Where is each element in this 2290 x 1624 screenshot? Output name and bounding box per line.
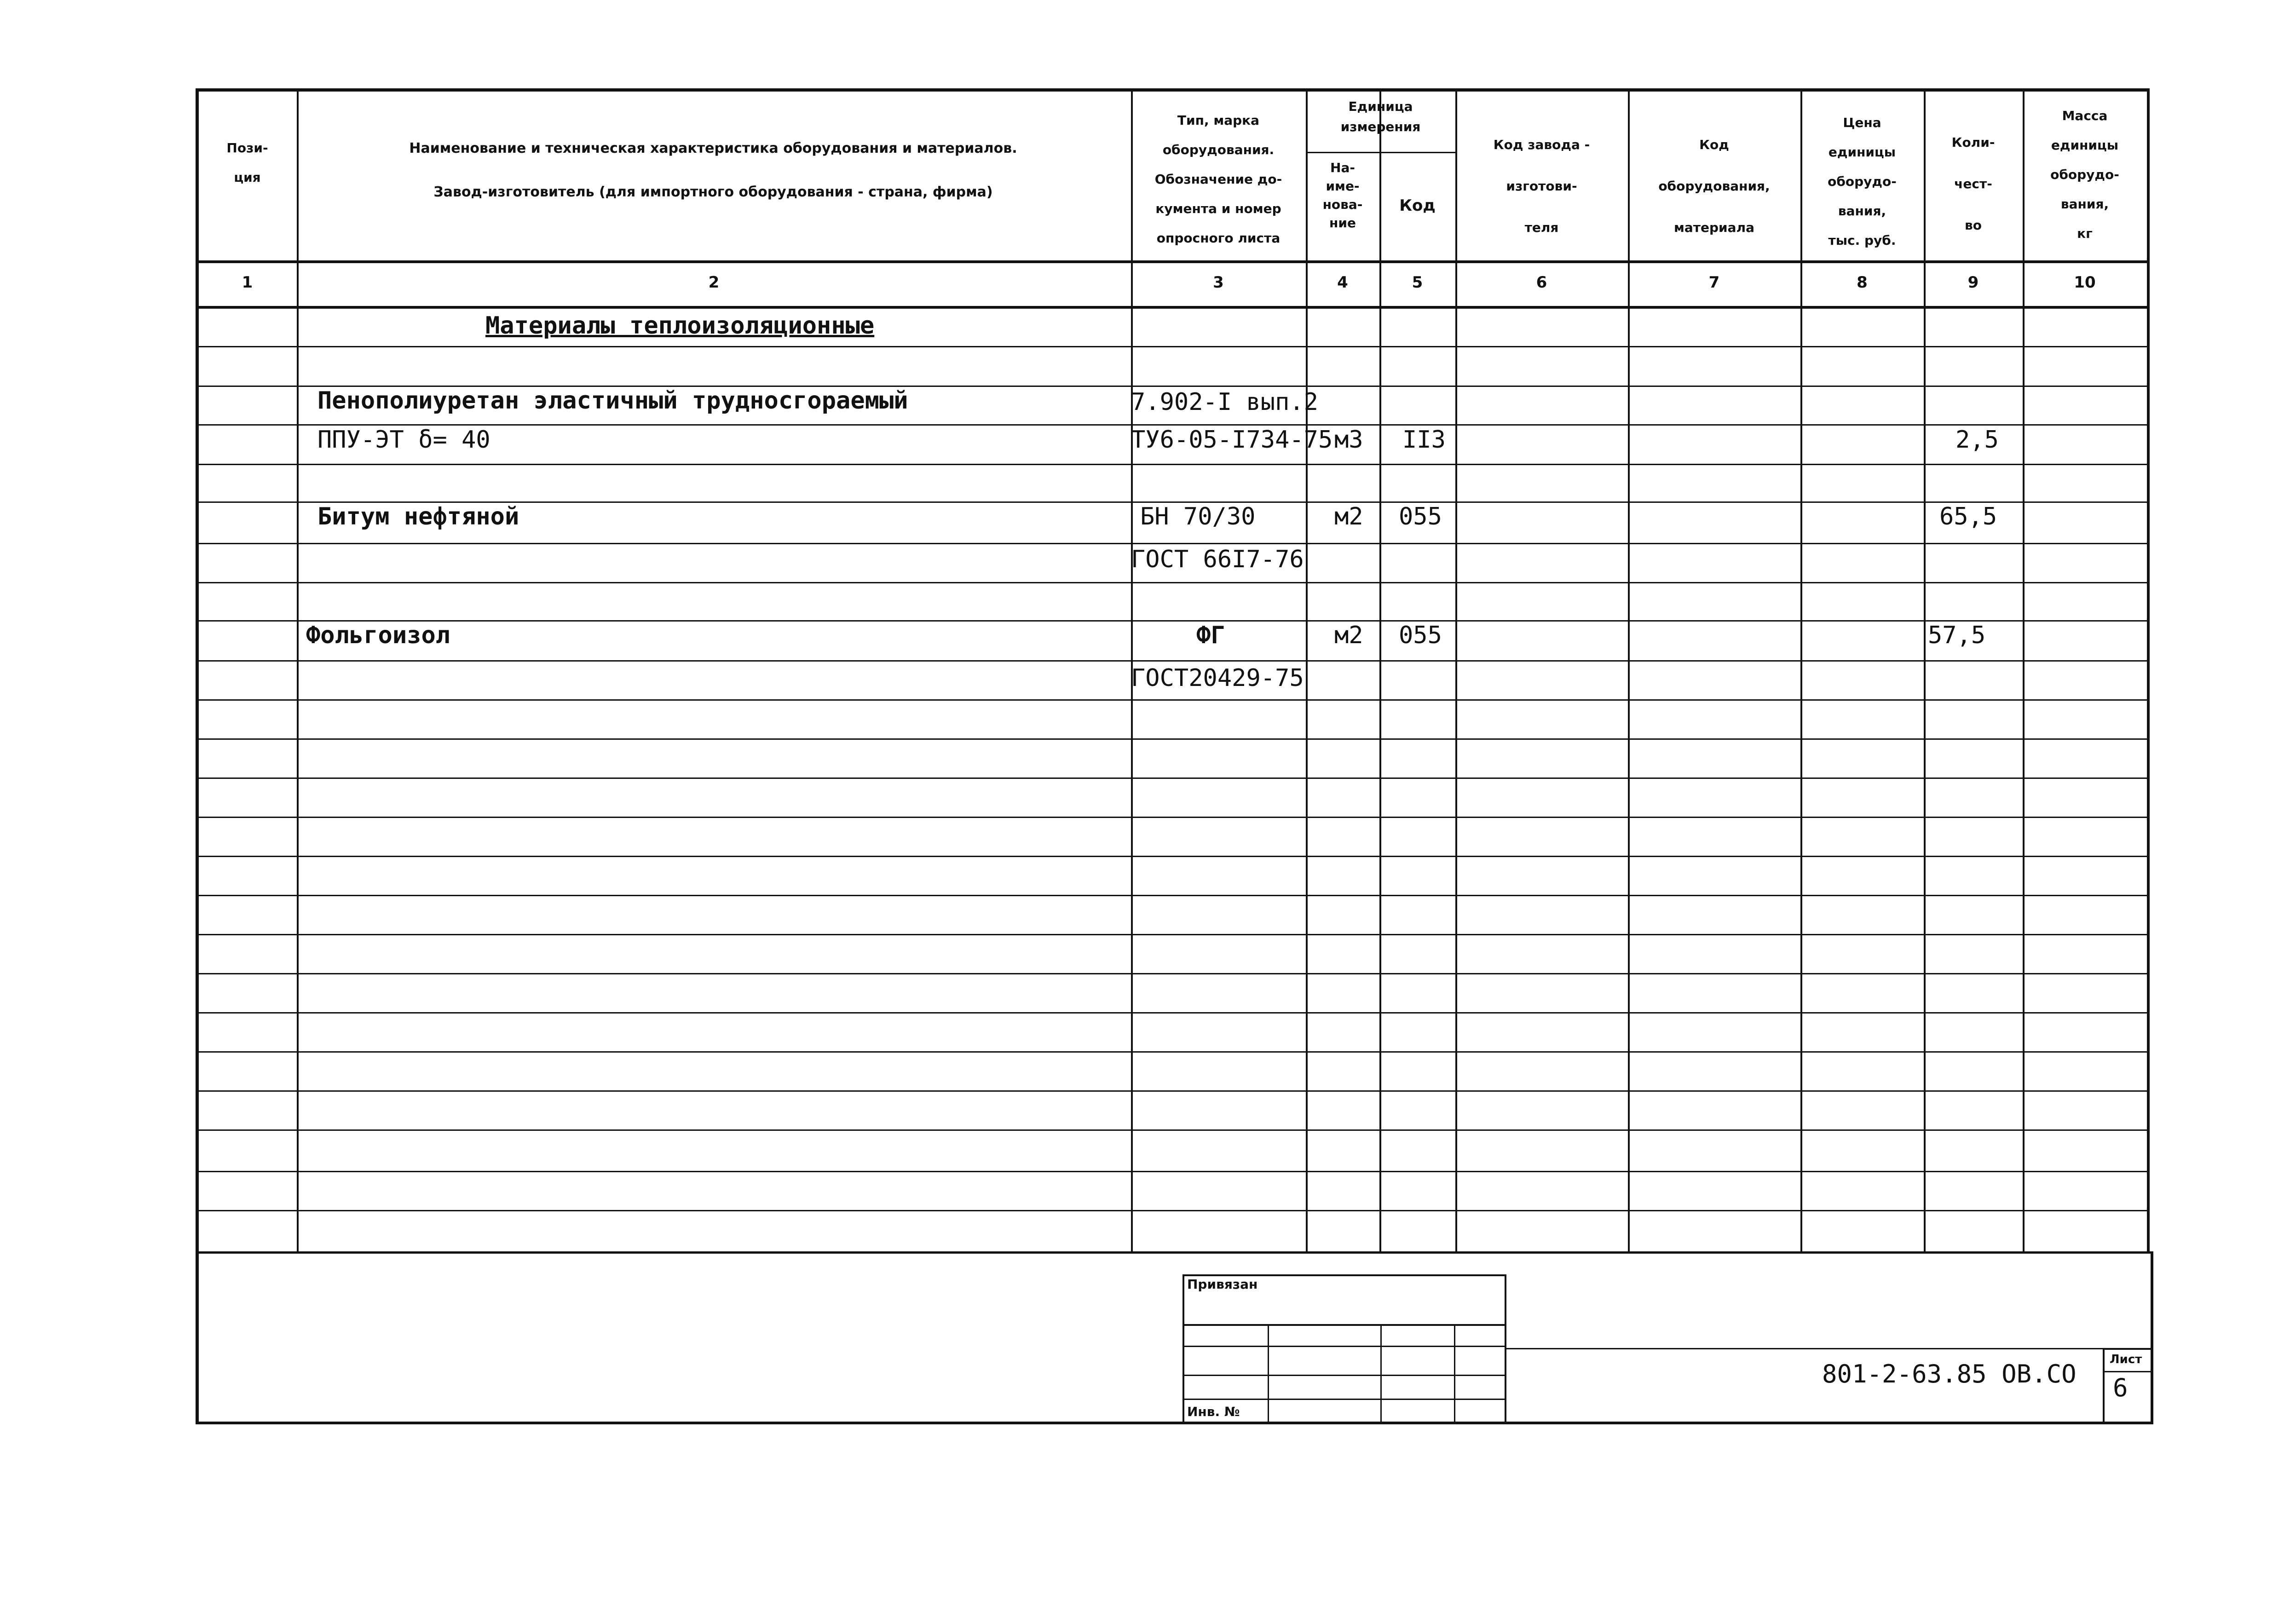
header-unit-group: [1306, 97, 1455, 137]
header-quantity-line3: во: [1965, 218, 1982, 233]
grid-line-horizontal: [198, 1012, 2147, 1014]
header-unit-name: [1306, 159, 1379, 232]
header-unit-code-text: Код: [1399, 196, 1436, 215]
row-unit: м2: [1334, 503, 1363, 530]
row-name: Фольгоизол: [306, 622, 450, 649]
column-number-5: 5: [1412, 273, 1423, 292]
header-price-line1: Цена: [1843, 115, 1881, 130]
header-unit-line2: измерения: [1340, 119, 1421, 134]
grid-line-vertical: [1182, 1274, 1184, 1422]
grid-line-horizontal: [198, 582, 2147, 583]
grid-line-horizontal: [198, 660, 2147, 662]
header-mass: [2023, 101, 2147, 248]
grid-line-vertical: [1306, 88, 1308, 1251]
column-number-6: 6: [1536, 273, 1547, 292]
grid-line-vertical: [1379, 88, 1381, 1251]
grid-line-vertical: [1454, 1324, 1455, 1422]
header-price-line2: единицы: [1828, 144, 1896, 160]
header-quantity-line2: чест-: [1954, 176, 1992, 191]
row-type: ГОСТ20429-75: [1131, 664, 1304, 692]
header-type-line2: оборудования.: [1162, 142, 1275, 157]
header-quantity: [1924, 122, 2023, 246]
grid-line-horizontal: [198, 973, 2147, 974]
grid-line-horizontal: [198, 88, 2147, 92]
row-type: 7.902-I вып.2: [1131, 388, 1318, 416]
grid-line-vertical: [2103, 1348, 2105, 1422]
header-price-line3: оборудо-: [1828, 174, 1897, 189]
grid-line-horizontal: [1505, 1348, 2151, 1349]
grid-line-horizontal: [198, 817, 2147, 818]
grid-line-horizontal: [198, 895, 2147, 896]
row-unit: м3: [1334, 426, 1363, 454]
grid-line-vertical: [2147, 88, 2150, 1251]
row-type: ФГ: [1196, 622, 1225, 649]
sheet-number: 6: [2113, 1373, 2128, 1402]
header-equipment-code: [1628, 124, 1800, 248]
header-name-line1: Наименование и техническая характеристика оборудования и материалов.: [409, 140, 1017, 156]
grid-line-horizontal: [198, 1171, 2147, 1172]
grid-line-vertical: [2151, 1251, 2153, 1422]
header-equipment-line3: материала: [1674, 220, 1754, 235]
grid-line-horizontal: [198, 1090, 2147, 1092]
grid-line-horizontal: [196, 1251, 2153, 1254]
inventory-label: Инв. №: [1187, 1404, 1240, 1419]
column-number-2: 2: [708, 273, 720, 292]
grid-line-horizontal: [198, 346, 2147, 347]
header-position-line1: Пози-: [226, 140, 268, 155]
row-unit: м2: [1334, 622, 1363, 649]
grid-line-vertical: [2023, 88, 2025, 1251]
header-mass-line1: Масса: [2062, 108, 2108, 123]
grid-line-horizontal: [198, 1210, 2147, 1211]
sheet-label: Лист: [2110, 1353, 2142, 1366]
header-type: [1131, 106, 1306, 253]
header-equipment-line1: Код: [1699, 137, 1729, 152]
grid-line-horizontal: [198, 543, 2147, 544]
row-name: Битум нефтяной: [317, 503, 519, 530]
grid-line-horizontal: [198, 777, 2147, 779]
grid-line-horizontal: [1182, 1324, 1505, 1326]
row-name: Пенополиуретан эластичный трудносгораемый: [317, 387, 908, 415]
grid-line-horizontal: [1182, 1346, 1505, 1347]
grid-line-horizontal: [198, 464, 2147, 465]
row-name: ППУ-ЭТ δ= 40: [317, 426, 490, 454]
grid-line-horizontal: [1182, 1274, 1505, 1276]
grid-line-horizontal: [2103, 1371, 2151, 1372]
grid-line-horizontal: [1182, 1399, 1505, 1400]
header-mass-line2: единицы: [2051, 138, 2119, 153]
header-type-line5: опросного листа: [1156, 230, 1281, 246]
column-number-10: 10: [2074, 273, 2096, 292]
header-unit-code: [1379, 191, 1455, 220]
grid-line-horizontal: [2103, 1348, 2151, 1350]
header-price: [1800, 108, 1924, 255]
row-quantity: 2,5: [1955, 426, 1999, 454]
grid-line-horizontal: [198, 1129, 2147, 1131]
row-type: ГОСТ 66I7-76: [1131, 546, 1304, 573]
grid-line-horizontal: [1182, 1375, 1505, 1376]
grid-line-horizontal: [198, 620, 2147, 622]
header-position-line2: ция: [234, 170, 261, 185]
header-unit-name-line2: име-: [1326, 179, 1360, 194]
header-position: [198, 133, 297, 192]
grid-line-vertical: [1268, 1324, 1269, 1422]
column-number-4: 4: [1337, 273, 1348, 292]
grid-line-horizontal: [1306, 152, 1455, 153]
grid-line-vertical: [1800, 88, 1802, 1251]
column-number-1: 1: [242, 273, 253, 292]
grid-line-horizontal: [198, 260, 2147, 263]
grid-line-horizontal: [198, 856, 2147, 857]
row-quantity: 57,5: [1928, 622, 1986, 649]
grid-line-horizontal: [198, 306, 2147, 309]
header-mass-line3: оборудо-: [2050, 167, 2119, 182]
document-number: 801-2-63.85 ОВ.СО: [1822, 1359, 2077, 1388]
grid-line-vertical: [1924, 88, 1926, 1251]
linked-label: Привязан: [1187, 1277, 1258, 1292]
header-quantity-line1: Коли-: [1951, 135, 1995, 150]
header-unit-line1: Единица: [1348, 99, 1413, 114]
header-unit-name-line4: ние: [1329, 215, 1356, 230]
header-factory-line1: Код завода -: [1493, 137, 1590, 152]
row-code: 055: [1399, 503, 1442, 530]
grid-line-vertical: [1455, 88, 1457, 1251]
grid-line-vertical: [1380, 1324, 1382, 1422]
row-type: ТУ6-05-I734-75: [1131, 426, 1333, 454]
row-type: БН 70/30: [1140, 503, 1256, 530]
column-number-9: 9: [1967, 273, 1979, 292]
header-name: [299, 127, 1127, 214]
header-factory-line3: теля: [1524, 220, 1559, 235]
grid-line-horizontal: [198, 424, 2147, 426]
header-type-line3: Обозначение до-: [1154, 172, 1282, 187]
header-unit-name-line1: На-: [1330, 160, 1355, 175]
header-name-line2: Завод-изготовитель (для импортного оборудования - страна, фирма): [433, 184, 993, 200]
header-price-line5: тыс. руб.: [1828, 233, 1896, 248]
header-factory-code: [1455, 124, 1628, 248]
section-title: Материалы теплоизоляционные: [485, 312, 875, 340]
row-code: II3: [1402, 426, 1446, 454]
grid-line-horizontal: [198, 1051, 2147, 1053]
grid-line-vertical: [1628, 88, 1630, 1251]
column-number-3: 3: [1213, 273, 1224, 292]
header-mass-line5: кг: [2077, 226, 2093, 241]
header-unit-name-line3: нова-: [1322, 197, 1363, 212]
column-number-8: 8: [1857, 273, 1868, 292]
grid-line-horizontal: [198, 934, 2147, 935]
row-quantity: 65,5: [1939, 503, 1997, 530]
header-mass-line4: вания,: [2060, 196, 2109, 212]
grid-line-horizontal: [198, 738, 2147, 740]
header-type-line1: Тип, марка: [1177, 113, 1260, 128]
grid-line-horizontal: [198, 699, 2147, 701]
column-number-7: 7: [1708, 273, 1720, 292]
grid-line-horizontal: [196, 1422, 2153, 1424]
grid-line-vertical: [297, 88, 299, 1251]
header-equipment-line2: оборудования,: [1658, 179, 1770, 194]
header-price-line4: вания,: [1838, 203, 1886, 219]
header-factory-line2: изготови-: [1506, 179, 1577, 194]
row-code: 055: [1399, 622, 1442, 649]
header-type-line4: кумента и номер: [1155, 201, 1281, 216]
